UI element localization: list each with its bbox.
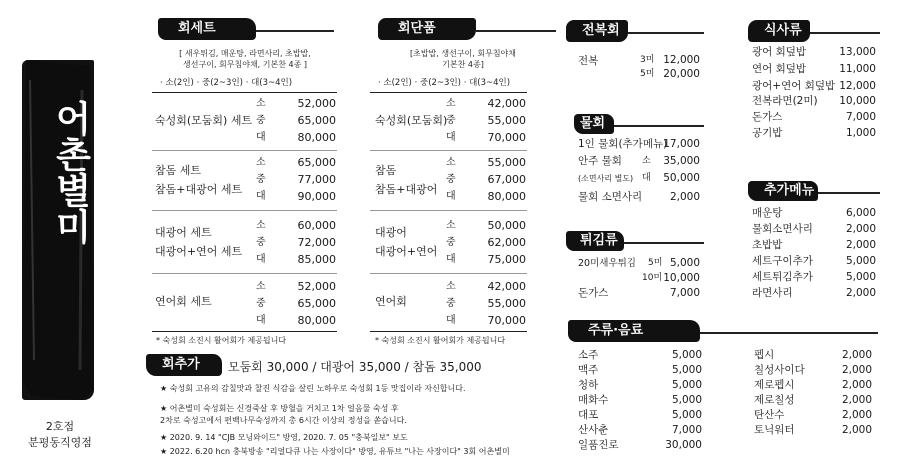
add-menu-row (752, 238, 876, 253)
sashimi-single-footnote: * 숙성회 소진시 활어회가 제공됩니다 (375, 336, 506, 345)
item-name: 매화수 (578, 394, 609, 406)
drinks-title: 주류·음료 (588, 323, 644, 338)
sashimi-single-item-name: 연어회 (375, 295, 407, 308)
price-value: 52,000 (297, 280, 336, 293)
add-menu-header-line (818, 192, 880, 194)
item-name: 물회 소면사리 (578, 191, 643, 203)
meals-row (752, 45, 876, 60)
item-name: 소주 (578, 349, 599, 361)
price-value: 65,000 (297, 156, 336, 169)
add-menu-row (752, 286, 876, 301)
sashimi-set-item-name: 대광어+연어 세트 (155, 245, 243, 258)
size-label: 중 (256, 115, 266, 126)
price-value: 12,000 (839, 80, 876, 92)
fried-row (578, 271, 700, 286)
sashimi-set-rule-0 (152, 92, 337, 93)
drinks-row (578, 408, 702, 423)
size-bullet: · (245, 78, 252, 88)
sashimi-single-size-legend (378, 76, 510, 88)
size-label: 소 (446, 281, 456, 292)
drinks-row (754, 348, 872, 363)
add-menu-row (752, 270, 876, 285)
price-value: 72,000 (297, 236, 336, 249)
item-name: 1인 물회(추가메뉴) (578, 138, 668, 150)
add-menu-row (752, 206, 876, 221)
price-value: 2,000 (845, 287, 876, 299)
item-name: 돈가스 (752, 111, 783, 123)
size-label: 소 (256, 157, 266, 168)
price-value: 5,000 (671, 379, 702, 391)
price-value: 5,000 (845, 271, 876, 283)
price-value: 12,000 (663, 54, 700, 66)
item-name: 전복라면(2미) (752, 95, 818, 107)
drinks-row (754, 363, 872, 378)
sashimi-set-price-row (256, 172, 336, 188)
qty-label: 소 (642, 156, 651, 166)
price-value: 65,000 (297, 297, 336, 310)
sashimi-set-item-name: 참돔 세트 (155, 164, 202, 177)
meals-row (752, 62, 876, 77)
price-value: 55,000 (487, 156, 526, 169)
price-value: 52,000 (297, 97, 336, 110)
price-value: 80,000 (487, 190, 526, 203)
size-label: 중 (446, 115, 456, 126)
item-name: 라면사리 (752, 287, 793, 299)
sashimi-single-item-name: 참돔 (375, 164, 397, 177)
sashimi-single-price-row (446, 113, 526, 129)
sashimi-set-price-row (256, 279, 336, 295)
sashimi-single-price-row (446, 96, 526, 112)
abalone-row (640, 53, 700, 68)
meals-title: 식사류 (764, 23, 802, 38)
sashimi-single-rule-3 (370, 273, 527, 274)
drinks-row (754, 408, 872, 423)
sashimi-single-price-row (446, 218, 526, 234)
sashimi-single-price-row (446, 155, 526, 171)
note-line: 2차로 숙성고에서 편백나무숙성까지 총 6시간 이상의 정성을 쏟습니다. (160, 416, 407, 425)
size-small: 소(2인) (165, 78, 194, 88)
drinks-row (578, 363, 702, 378)
item-name: 물회소면사리 (752, 223, 813, 235)
price-value: 7,000 (845, 111, 876, 123)
size-bullet: · (463, 78, 470, 88)
sashimi-set-size-legend (160, 76, 292, 88)
size-small: 소(2인) (383, 78, 412, 88)
item-name: 안주 물회 (578, 155, 622, 167)
drinks-row (578, 438, 702, 453)
drinks-header-line (700, 332, 878, 334)
size-label: 중 (256, 298, 266, 309)
drinks-row (754, 393, 872, 408)
sashimi-single-item-name: 대광어+연어 (375, 245, 438, 258)
price-value: 65,000 (297, 114, 336, 127)
drinks-row (578, 348, 702, 363)
price-value: 42,000 (487, 97, 526, 110)
sashimi-set-price-row (256, 296, 336, 312)
size-label: 중 (256, 174, 266, 185)
price-value: 62,000 (487, 236, 526, 249)
sashimi-single-price-row (446, 279, 526, 295)
sashimi-set-price-row (256, 218, 336, 234)
price-value: 5,000 (671, 409, 702, 421)
sashimi-single-rule-4 (370, 331, 527, 332)
size-label: 대 (446, 132, 456, 143)
sashimi-set-price-row (256, 313, 336, 329)
meals-row (752, 79, 876, 94)
item-name: 광어+연어 회덮밥 (752, 80, 836, 92)
fried-row (578, 286, 700, 301)
sashimi-single-price-row (446, 130, 526, 146)
item-name: 펩시 (754, 349, 775, 361)
price-value: 2,000 (841, 379, 872, 391)
size-bullet: · (196, 78, 202, 88)
item-name: 공기밥 (752, 127, 783, 139)
mulhoe-title: 물회 (580, 116, 606, 131)
price-value: 90,000 (297, 190, 336, 203)
mulhoe-header-line (614, 125, 704, 127)
item-name: 20미새우튀김 (578, 258, 636, 269)
item-name: 칠성사이다 (754, 364, 805, 376)
branch-name: 분평동직영점 (28, 436, 92, 449)
drinks-row (578, 393, 702, 408)
abalone-header-line (628, 32, 704, 34)
drinks-row (754, 423, 872, 438)
sashimi-set-price-row (256, 252, 336, 268)
item-name: 제로펩시 (754, 379, 795, 391)
price-value: 55,000 (487, 297, 526, 310)
price-value: 5,000 (845, 255, 876, 267)
sashimi-set-item-name: 연어회 세트 (155, 295, 212, 308)
price-value: 60,000 (297, 219, 336, 232)
price-value: 11,000 (839, 63, 876, 75)
logo-banner (22, 60, 94, 400)
item-name: 제로칠성 (754, 394, 795, 406)
item-name: 초밥밥 (752, 239, 783, 251)
mulhoe-row (578, 137, 700, 152)
sashimi-set-note-2: 생선구이, 회무침야채, 기본찬 4종 ] (183, 60, 307, 69)
size-large: 대(3~4인) (251, 78, 293, 88)
size-label: 대 (446, 191, 456, 202)
price-value: 70,000 (487, 314, 526, 327)
sashimi-set-item-name: 숙성회(모둠회) 세트 (155, 114, 253, 127)
price-value: 75,000 (487, 253, 526, 266)
item-name: 세트튀김추가 (752, 271, 813, 283)
sashimi-single-title: 회단품 (398, 21, 436, 36)
sashimi-set-rule-3 (152, 273, 337, 274)
size-large: 대(3~4인) (469, 78, 511, 88)
price-value: 10,000 (839, 95, 876, 107)
mulhoe-row (578, 190, 700, 205)
item-name: 맥주 (578, 364, 599, 376)
size-label: 소 (446, 220, 456, 231)
price-value: 42,000 (487, 280, 526, 293)
sashimi-single-rule-2 (370, 210, 527, 211)
price-value: 2,000 (841, 409, 872, 421)
sashimi-single-note-1: [초밥밥, 생선구이, 회무침야채 (409, 49, 517, 58)
fried-title: 튀김류 (580, 233, 618, 248)
size-label: 대 (256, 132, 266, 143)
sashimi-single-rule-0 (370, 92, 527, 93)
fried-row (578, 256, 700, 271)
extra-sashimi-title: 회추가 (162, 357, 200, 372)
price-value: 35,000 (663, 155, 700, 167)
sashimi-set-rule-2 (152, 210, 337, 211)
sashimi-single-item-name: 숙성회(모둠회) (375, 114, 448, 127)
note-line: ★ 2022. 6.20 hcn 충북방송 "리얼다큐 나는 사장이다" 방영, 유튜브 "나는 사장이다" 3회 어촌별미 (160, 447, 510, 456)
item-name: 매운탕 (752, 207, 783, 219)
size-label: 대 (446, 254, 456, 265)
price-value: 2,000 (841, 424, 872, 436)
size-label: 소 (446, 157, 456, 168)
price-value: 6,000 (845, 207, 876, 219)
qty-label: 대 (642, 173, 651, 183)
size-bullet: · (378, 78, 384, 88)
sashimi-single-price-row (446, 172, 526, 188)
qty-label: 3미 (640, 55, 655, 65)
price-value: 70,000 (487, 131, 526, 144)
size-label: 소 (446, 98, 456, 109)
price-value: 2,000 (841, 394, 872, 406)
price-value: 13,000 (839, 46, 876, 58)
price-value: 5,000 (671, 364, 702, 376)
price-value: 67,000 (487, 173, 526, 186)
meals-header-line (810, 32, 880, 34)
item-name: 산사춘 (578, 424, 609, 436)
sashimi-set-price-row (256, 113, 336, 129)
sashimi-set-footnote: * 숙성회 소진시 활어회가 제공됩니다 (156, 336, 287, 345)
note-line: ★ 2020. 9. 14 "CJB 모닝와이드" 방영, 2020. 7. 05 "충북일보" 보도 (160, 433, 408, 442)
size-bullet: · (414, 78, 420, 88)
mulhoe-row (578, 171, 700, 186)
drinks-row (754, 378, 872, 393)
sashimi-set-title: 회세트 (178, 21, 216, 36)
add-menu-title: 추가메뉴 (764, 183, 815, 198)
size-label: 소 (256, 281, 266, 292)
price-value: 2,000 (845, 239, 876, 251)
size-label: 대 (256, 254, 266, 265)
price-value: 7,000 (669, 287, 700, 299)
sashimi-single-price-row (446, 313, 526, 329)
sashimi-set-price-row (256, 130, 336, 146)
mulhoe-row (578, 154, 700, 169)
item-name: 세트구이추가 (752, 255, 813, 267)
price-value: 2,000 (845, 223, 876, 235)
sashimi-set-item-name: 참돔+대광어 세트 (155, 183, 243, 196)
price-value: 2,000 (841, 349, 872, 361)
sashimi-set-note-1: [ 새우튀김, 매운탕, 라면사리, 초밥밥, (179, 49, 311, 58)
price-value: 85,000 (297, 253, 336, 266)
price-value: 5,000 (669, 257, 700, 269)
sashimi-single-header-line (476, 30, 556, 32)
item-name: 연어 회덮밥 (752, 63, 807, 75)
qty-label: 10미 (642, 273, 663, 283)
extra-sashimi-prices: 모둠회 30,000 / 대광어 35,000 / 참돔 35,000 (228, 360, 482, 374)
sashimi-single-item-name: 대광어 (375, 226, 407, 239)
size-label: 소 (256, 220, 266, 231)
price-value: 5,000 (671, 394, 702, 406)
price-value: 80,000 (297, 314, 336, 327)
item-name: 탄산수 (754, 409, 785, 421)
abalone-name: 전복 (578, 55, 599, 67)
meals-row (752, 110, 876, 125)
price-value: 50,000 (487, 219, 526, 232)
sashimi-set-price-row (256, 189, 336, 205)
item-name: 광어 회덮밥 (752, 46, 807, 58)
sashimi-set-item-name: 대광어 세트 (155, 226, 212, 239)
item-name: 청하 (578, 379, 599, 391)
price-value: 5,000 (671, 349, 702, 361)
size-label: 중 (446, 174, 456, 185)
qty-label: 5미 (640, 69, 655, 79)
size-bullet: · (160, 78, 166, 88)
price-value: 80,000 (297, 131, 336, 144)
meals-row (752, 94, 876, 109)
size-label: 중 (446, 298, 456, 309)
price-value: 50,000 (663, 172, 700, 184)
logo-text: 어촌별미 (50, 100, 92, 244)
price-value: 1,000 (845, 127, 876, 139)
price-value: 7,000 (671, 424, 702, 436)
price-value: 17,000 (663, 138, 700, 150)
item-name: 돈가스 (578, 287, 609, 299)
sashimi-single-price-row (446, 235, 526, 251)
price-value: 20,000 (663, 68, 700, 80)
qty-label: 5미 (648, 258, 663, 268)
size-label: 중 (446, 237, 456, 248)
drinks-row (578, 378, 702, 393)
note-line: ★ 어촌별미 숙성회는 신경죽살 후 방혈을 거치고 1차 얼음물 숙성 후 (160, 404, 399, 413)
item-name: 일품진로 (578, 439, 619, 451)
add-menu-row (752, 222, 876, 237)
price-value: 55,000 (487, 114, 526, 127)
add-menu-row (752, 254, 876, 269)
abalone-row (640, 67, 700, 82)
size-label: 소 (256, 98, 266, 109)
price-value: 2,000 (669, 191, 700, 203)
sashimi-single-price-row (446, 189, 526, 205)
fried-header-line (624, 242, 704, 244)
sashimi-single-rule-1 (370, 150, 527, 151)
sashimi-set-price-row (256, 155, 336, 171)
sashimi-set-price-row (256, 235, 336, 251)
sashimi-single-price-row (446, 252, 526, 268)
sashimi-set-rule-1 (152, 150, 337, 151)
branch-number: 2호점 (45, 420, 75, 433)
item-name: 대포 (578, 409, 599, 421)
sashimi-single-price-row (446, 296, 526, 312)
note-line: ★ 숙성회 고유의 감칠맛과 찰진 식감을 살린 노하우로 숙성회 1등 맛집이라 자신합니다. (160, 384, 466, 393)
price-value: 30,000 (665, 439, 702, 451)
sashimi-set-header-line (256, 30, 334, 32)
size-medium: 중(2~3인) (419, 78, 461, 88)
price-value: 77,000 (297, 173, 336, 186)
price-value: 2,000 (841, 364, 872, 376)
size-label: 대 (256, 191, 266, 202)
meals-row (752, 126, 876, 141)
price-value: 10,000 (663, 272, 700, 284)
size-label: 중 (256, 237, 266, 248)
sashimi-set-price-row (256, 96, 336, 112)
drinks-row (578, 423, 702, 438)
sashimi-set-rule-4 (152, 331, 337, 332)
sashimi-single-item-name: 참돔+대광어 (375, 183, 438, 196)
item-name: 토닉워터 (754, 424, 795, 436)
abalone-title: 전복회 (582, 23, 620, 38)
sashimi-single-note-2: 기본찬 4종] (442, 60, 484, 69)
size-medium: 중(2~3인) (201, 78, 243, 88)
size-label: 대 (256, 315, 266, 326)
size-label: 대 (446, 315, 456, 326)
item-name: (소면사리 별도) (578, 174, 634, 183)
